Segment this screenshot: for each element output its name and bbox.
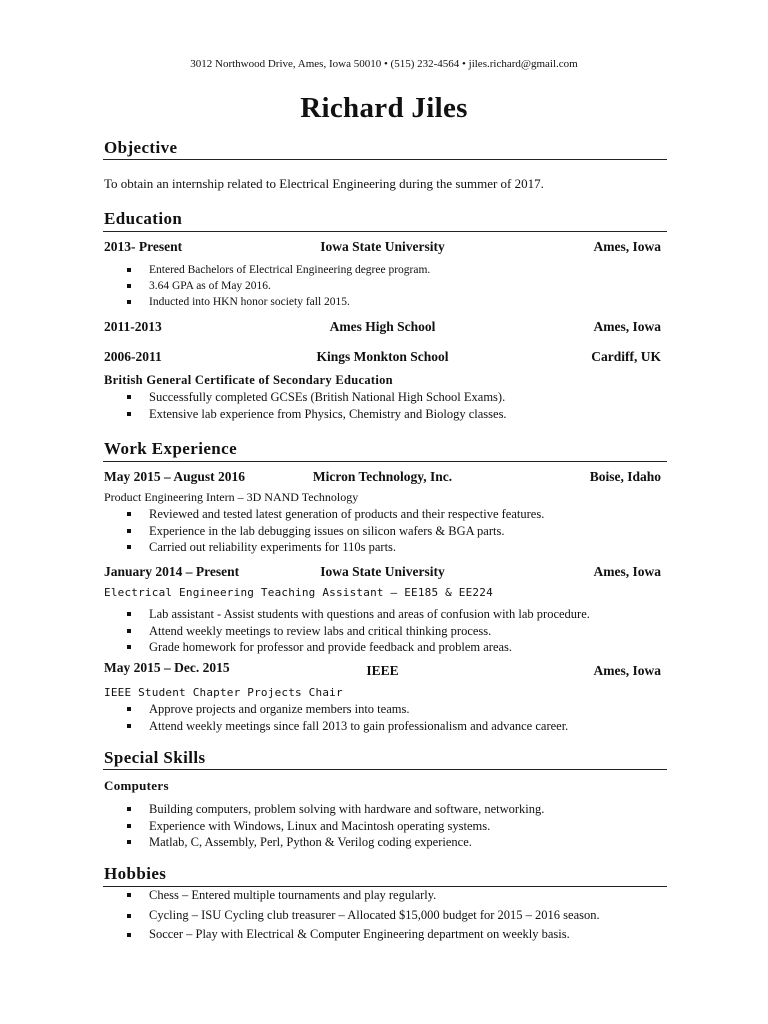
contact-line: 3012 Northwood Drive, Ames, Iowa 50010 • (515) 232-4564 • jiles.richard@gmail.com — [190, 58, 578, 70]
entry-location: Boise, Idaho — [589, 469, 661, 484]
section-divider — [103, 769, 667, 770]
list-item: Approve projects and organize members into teams. — [122, 701, 568, 718]
bullet-icon — [127, 629, 131, 633]
entry-location: Ames, Iowa — [593, 319, 661, 334]
section-divider — [103, 461, 667, 462]
list-item: Attend weekly meetings since fall 2013 to gain professionalism and advance career. — [122, 718, 568, 735]
list-item: Grade homework for professor and provide feedback and problem areas. — [122, 639, 590, 656]
resume-name: Richard Jiles — [300, 92, 468, 124]
objective-text: To obtain an internship related to Electrical Engineering during the summer of 2017. — [104, 176, 544, 191]
entry-dates: May 2015 – August 2016 — [104, 469, 246, 484]
bullet-icon — [127, 529, 131, 533]
bullet-icon — [127, 840, 131, 844]
list-item: Lab assistant - Assist students with questions and areas of confusion with lab procedure. — [122, 606, 590, 623]
list-item: Reviewed and tested latest generation of products and their respective features. — [122, 506, 544, 523]
list-item: 3.64 GPA as of May 2016. — [122, 278, 430, 294]
work-role: IEEE Student Chapter Projects Chair — [104, 686, 343, 699]
bullet-icon — [127, 724, 131, 728]
certificate-title: British General Certificate of Secondary Education — [104, 373, 393, 387]
entry-dates: January 2014 – Present — [104, 564, 240, 579]
education-bullets — [122, 262, 430, 310]
bullet-icon — [127, 512, 131, 516]
list-item: Experience in the lab debugging issues on silicon wafers & BGA parts. — [122, 523, 544, 540]
entry-location: Cardiff, UK — [591, 349, 661, 364]
work-bullets — [122, 701, 568, 734]
work-role: Electrical Engineering Teaching Assistant – EE185 & EE224 — [104, 586, 493, 599]
list-item: Experience with Windows, Linux and Macintosh operating systems. — [122, 818, 544, 835]
bullet-icon — [127, 645, 131, 649]
entry-dates: 2013- Present — [104, 239, 183, 254]
list-item: Entered Bachelors of Electrical Engineering degree program. — [122, 262, 430, 278]
skills-subtitle: Computers — [104, 778, 169, 793]
entry-location: Ames, Iowa — [593, 239, 661, 254]
section-divider — [103, 159, 667, 160]
list-item: Successfully completed GCSEs (British National High School Exams). — [122, 389, 507, 406]
entry-school: Iowa State University — [320, 239, 445, 254]
entry-org: Micron Technology, Inc. — [312, 469, 453, 484]
work-heading: Work Experience — [104, 439, 238, 458]
list-item: Chess – Entered multiple tournaments and play regularly. — [122, 887, 600, 906]
entry-location: Ames, Iowa — [593, 663, 661, 678]
education-heading: Education — [104, 209, 183, 228]
entry-dates: 2011-2013 — [104, 319, 162, 334]
bullet-icon — [127, 395, 131, 399]
entry-org: IEEE — [366, 663, 399, 678]
list-item: Attend weekly meetings to review labs and critical thinking process. — [122, 623, 590, 640]
list-item: Extensive lab experience from Physics, Chemistry and Biology classes. — [122, 406, 507, 423]
skills-heading: Special Skills — [104, 748, 206, 767]
work-bullets — [122, 606, 590, 656]
bullet-icon — [127, 933, 131, 937]
work-bullets — [122, 506, 544, 556]
skills-bullets — [122, 801, 544, 851]
entry-school: Kings Monkton School — [316, 349, 449, 364]
entry-location: Ames, Iowa — [593, 564, 661, 579]
section-divider — [103, 231, 667, 232]
list-item: Matlab, C, Assembly, Perl, Python & Verilog coding experience. — [122, 834, 544, 851]
bullet-icon — [127, 545, 131, 549]
bullet-icon — [127, 612, 131, 616]
work-role: Product Engineering Intern – 3D NAND Technology — [104, 490, 359, 504]
bullet-icon — [127, 824, 131, 828]
list-item: Building computers, problem solving with hardware and software, networking. — [122, 801, 544, 818]
list-item: Soccer – Play with Electrical & Computer Engineering department on weekly basis. — [122, 925, 600, 944]
hobbies-heading: Hobbies — [104, 864, 167, 883]
bullet-icon — [127, 914, 131, 918]
list-item: Cycling – ISU Cycling club treasurer – Allocated $15,000 budget for 2015 – 2016 season. — [122, 906, 600, 925]
entry-school: Ames High School — [329, 319, 436, 334]
bullet-icon — [127, 284, 131, 288]
bullet-icon — [127, 412, 131, 416]
objective-heading: Objective — [104, 138, 178, 157]
education-bullets — [122, 389, 507, 422]
bullet-icon — [127, 268, 131, 272]
bullet-icon — [127, 893, 131, 897]
list-item: Inducted into HKN honor society fall 2015. — [122, 294, 430, 310]
entry-org: Iowa State University — [320, 564, 445, 579]
bullet-icon — [127, 807, 131, 811]
list-item: Carried out reliability experiments for 110s parts. — [122, 539, 544, 556]
bullet-icon — [127, 300, 131, 304]
hobbies-bullets — [122, 887, 600, 944]
entry-dates: 2006-2011 — [104, 349, 162, 364]
bullet-icon — [127, 707, 131, 711]
entry-dates: May 2015 – Dec. 2015 — [104, 660, 230, 675]
